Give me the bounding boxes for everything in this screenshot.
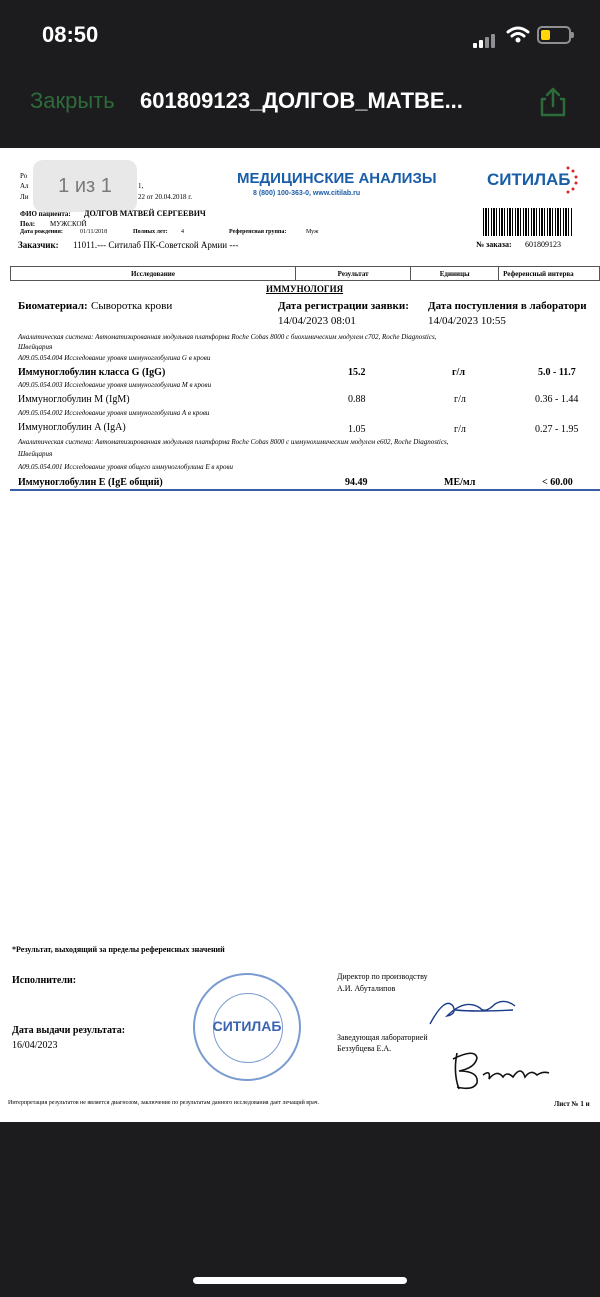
battery-icon (537, 26, 571, 44)
status-time: 08:50 (42, 22, 99, 47)
customer: 11011.--- Ситилаб ПК-Советской Армии --- (73, 240, 239, 250)
result-value: 1.05 (348, 424, 366, 435)
brand-dots-icon (566, 166, 582, 199)
result-name: Иммуноглобулин A (IgA) (18, 422, 126, 433)
analytic-system-country: Швейцария (18, 450, 53, 458)
reg-date-label: Дата регистрации заявки: (278, 300, 409, 312)
header-fragment: Ал (20, 182, 29, 190)
refgroup-label: Референсная группа: (229, 229, 287, 235)
director-name: А.И. Абуталипов (337, 984, 396, 993)
analytic-system: Аналитическая система: Автоматизированная модульная платформа Roche Cobas 8000 с иммунохимическим модулем е602, Roche Diagnostics, (18, 438, 449, 446)
home-indicator[interactable] (193, 1277, 407, 1284)
fio-label: ФИО пациента: (20, 210, 71, 218)
result-name: Иммуноглобулин класса G (IgG) (18, 367, 166, 378)
lab-contacts: 8 (800) 100-363-0, www.citilab.ru (253, 190, 361, 197)
table-bottom-line (10, 489, 600, 491)
status-bar (0, 0, 600, 70)
page-indicator: 1 из 1 (33, 160, 137, 212)
result-ref: 0.36 - 1.44 (535, 394, 579, 405)
biomaterial-label: Биоматериал: (18, 300, 88, 312)
director-label: Директор по производству (337, 972, 428, 981)
test-code: A09.05.054.002 Исследование уровня иммуноглобулина A в крови (18, 409, 210, 417)
patient-name: ДОЛГОВ МАТВЕЙ СЕРГЕЕВИЧ (84, 209, 206, 218)
result-name: Иммуноглобулин M (IgM) (18, 394, 130, 405)
analytic-system-country: Швейцария (18, 343, 53, 351)
result-units: МЕ/мл (444, 477, 476, 488)
patient-age: 4 (181, 229, 184, 235)
head-signature (445, 1043, 555, 1098)
order-barcode (483, 208, 573, 236)
cellular-signal-icon (473, 30, 497, 48)
analytic-system: Аналитическая система: Автоматизированная модульная платформа Roche Cobas 8000 с биохимическим модулем с702, Roche Diagnostics, (18, 333, 437, 341)
footnote: *Результат, выходящий за пределы референсных значений (12, 945, 225, 954)
document-page (0, 148, 600, 1122)
header-fragment: Ли (20, 193, 29, 201)
col-header-units: Единицы (411, 267, 499, 281)
dob-label: Дата рождения: (20, 229, 63, 235)
test-code: A09.05.054.001 Исследование уровня общего иммуноглобулина E в крови (18, 463, 234, 471)
results-table-header (10, 266, 600, 281)
order-number: 601809123 (525, 240, 561, 249)
result-value: 0.88 (348, 394, 366, 405)
document-title: 601809123_ДОЛГОВ_МАТВЕ... (140, 88, 463, 113)
header-fragment: Ро (20, 172, 28, 180)
result-units: г/л (452, 367, 465, 378)
close-button[interactable]: Закрыть (30, 88, 115, 113)
result-value: 15.2 (348, 367, 366, 378)
result-ref: 5.0 - 11.7 (538, 367, 576, 378)
nav-bar (0, 70, 600, 134)
test-code: A09.05.054.004 Исследование уровня иммуноглобулина G в крови (18, 354, 211, 362)
director-signature (425, 986, 520, 1031)
patient-refgroup: Муж (306, 229, 319, 235)
result-ref: 0.27 - 1.95 (535, 424, 579, 435)
biomaterial: Сыворотка крови (91, 300, 173, 312)
test-code: A09.05.054.003 Исследование уровня иммуноглобулина M в крови (18, 381, 212, 389)
header-fragment: 1, (138, 182, 144, 190)
round-stamp (193, 973, 301, 1081)
col-header-test: Исследование (11, 267, 296, 281)
wifi-icon (506, 26, 530, 49)
recv-date-label: Дата поступления в лаборатори (428, 300, 587, 312)
col-header-result: Результат (296, 267, 411, 281)
result-ref: < 60.00 (542, 477, 573, 488)
order-label: № заказа: (476, 240, 512, 249)
section-title: ИММУНОЛОГИЯ (266, 284, 344, 294)
result-units: г/л (454, 424, 466, 435)
share-icon[interactable] (538, 86, 568, 123)
head-label: Заведующая лабораторией (337, 1033, 428, 1042)
patient-sex: МУЖСКОЙ (50, 220, 87, 228)
result-name: Иммуноглобулин E (IgE общий) (18, 477, 163, 488)
head-name: Беззубцева Е.А. (337, 1044, 392, 1053)
age-label: Полных лет: (133, 229, 168, 235)
result-value: 94.49 (345, 477, 368, 488)
sheet-number: Лист № 1 и (554, 1100, 590, 1108)
brand-logo: СИТИЛАБ (487, 170, 571, 189)
col-header-ref: Референсный интерва (499, 267, 600, 281)
issue-date: 16/04/2023 (12, 1040, 58, 1051)
patient-dob: 01/11/2018 (80, 229, 108, 235)
recv-date: 14/04/2023 10:55 (428, 315, 506, 327)
customer-label: Заказчик: (18, 240, 59, 250)
lab-logo-title: МЕДИЦИНСКИЕ АНАЛИЗЫ (237, 170, 437, 187)
performers-label: Исполнители: (12, 975, 77, 986)
result-units: г/л (454, 394, 466, 405)
sex-label: Пол: (20, 220, 36, 228)
stamp-brand: СИТИЛАБ (212, 1018, 282, 1034)
disclaimer: Интерпретация результатов не является диагнозом, заключение по результатам данного исследования дает лечащий врач. (8, 1100, 320, 1106)
reg-date: 14/04/2023 08:01 (278, 315, 356, 327)
issue-date-label: Дата выдачи результата: (12, 1025, 126, 1036)
license-date: 22 от 20.04.2018 г. (138, 193, 193, 201)
